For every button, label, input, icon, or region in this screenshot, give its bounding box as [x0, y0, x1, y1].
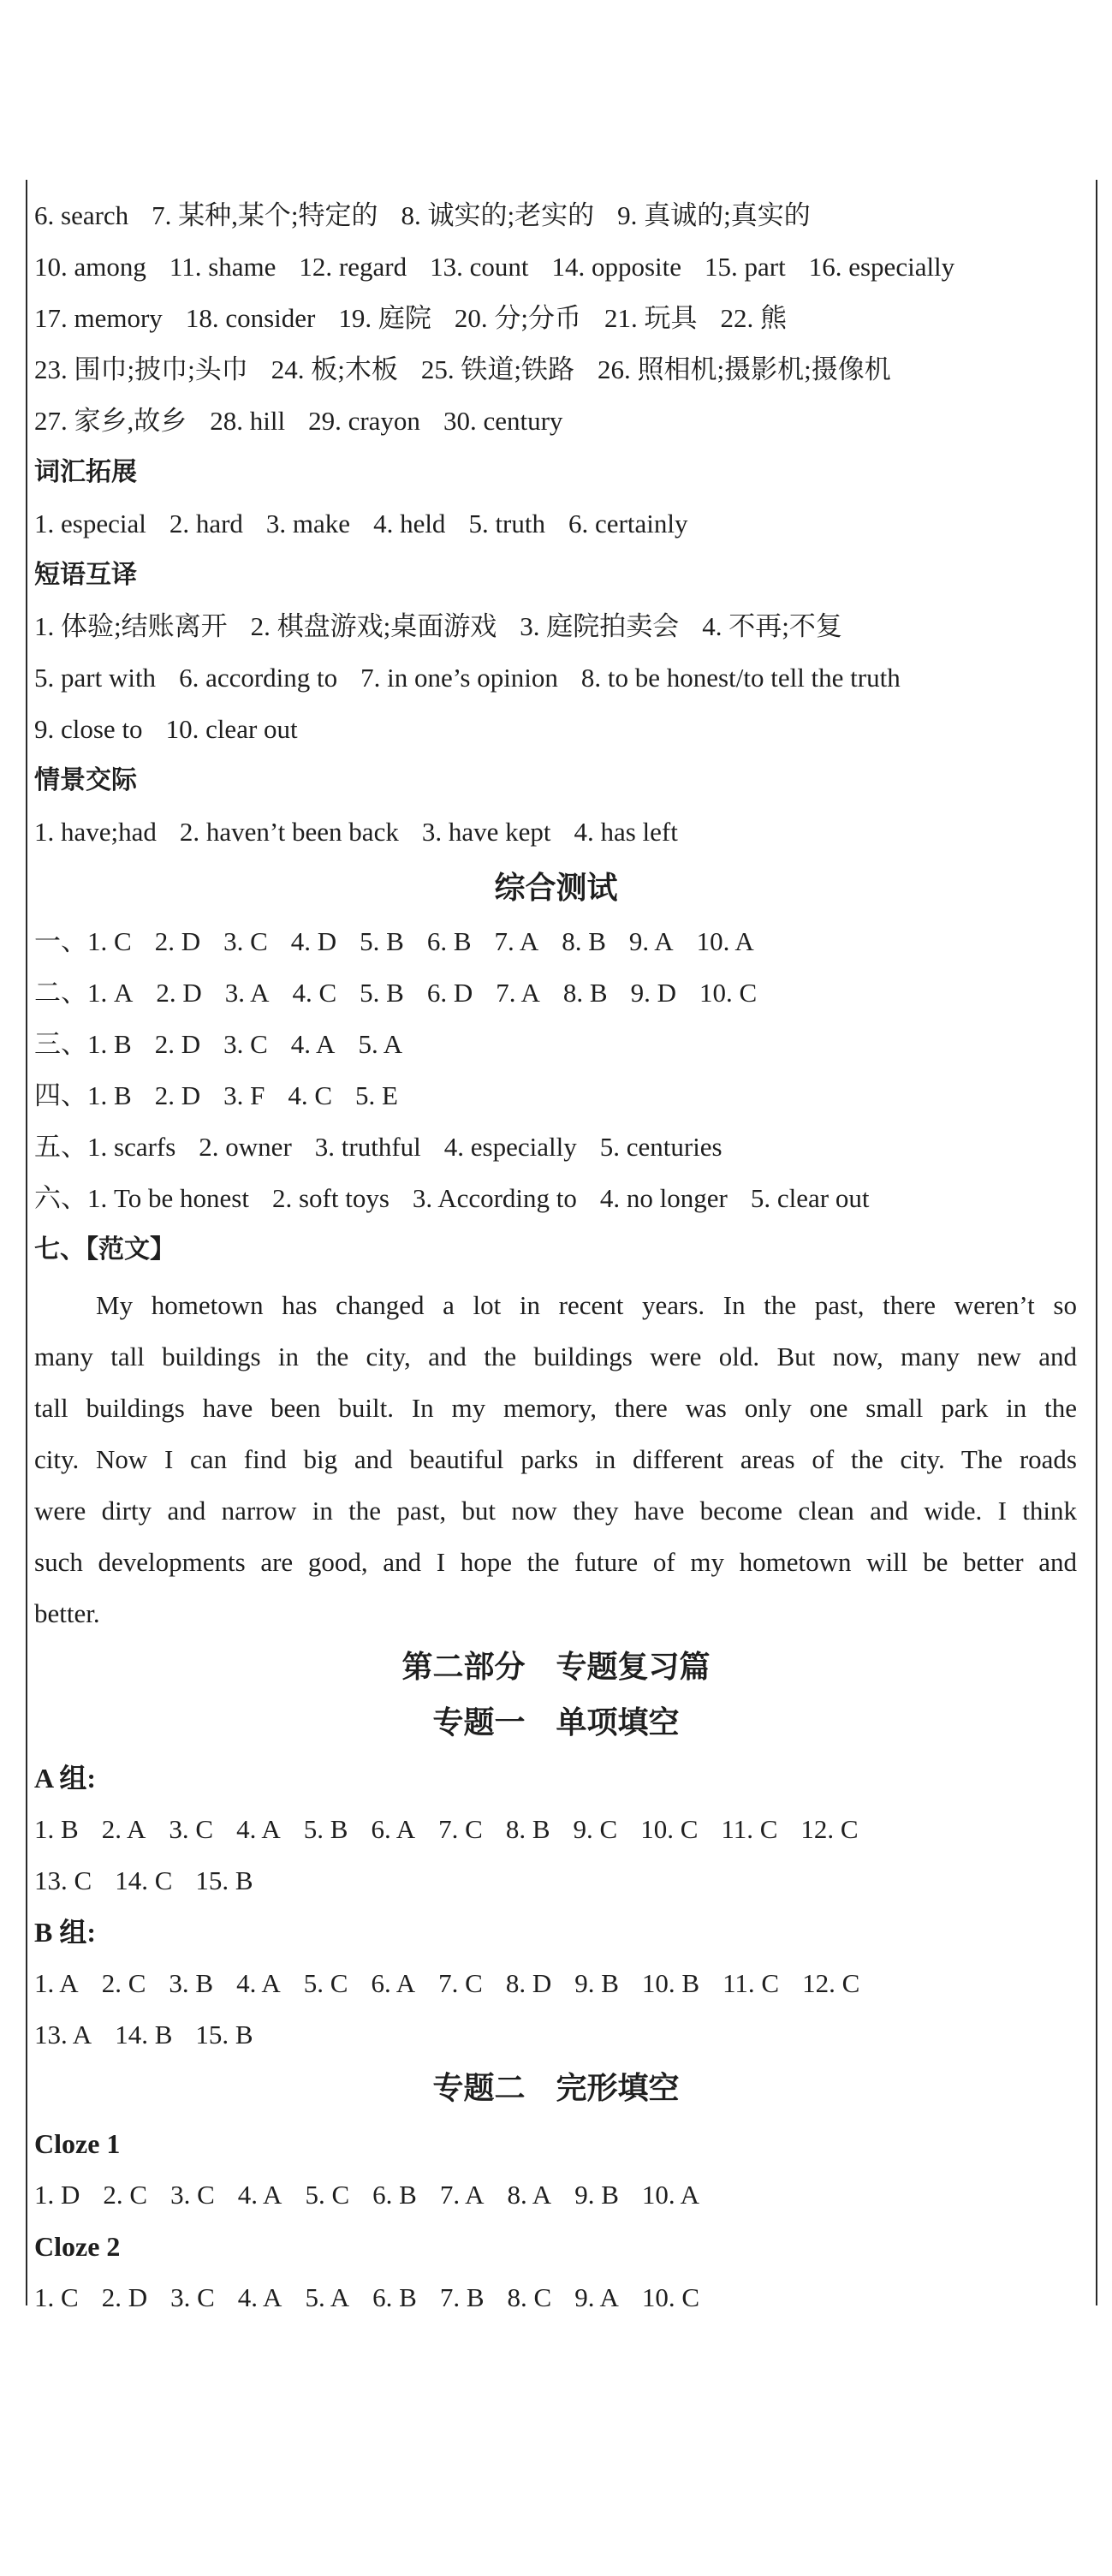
group-b-line-2: [34, 2018, 1087, 2052]
answer: 4. A: [290, 1029, 336, 1059]
answer: 6. B: [372, 2282, 417, 2312]
answer: 17. memory: [34, 303, 163, 333]
answer: 11. C: [721, 1814, 778, 1844]
answer: 9. C: [573, 1814, 618, 1844]
answer: 8. B: [562, 978, 608, 1008]
answer: 5. A: [358, 1029, 403, 1059]
vocab-line-4: [34, 353, 1087, 387]
answer: 10. among: [34, 252, 146, 282]
answer: 一、1. C: [34, 926, 132, 956]
answer: 五、1. scarfs: [34, 1132, 176, 1162]
answer: 24. 板;木板: [271, 354, 398, 384]
topic1-title: 专题一 单项填空: [432, 1705, 680, 1740]
answer: 22. 熊: [720, 303, 787, 333]
answer: 8. B: [505, 1814, 550, 1844]
answer: 5. centuries: [599, 1132, 723, 1162]
essay-line: My hometown has changed a lot in recent years. In the past, there weren’t so: [96, 1290, 1077, 1320]
vocab-line-5: [34, 404, 1087, 438]
answer: 5. clear out: [750, 1183, 870, 1213]
answer: 1. A: [34, 1968, 79, 1998]
answer: 3. truthful: [314, 1132, 421, 1162]
group-b-label: B 组:: [34, 1917, 97, 1948]
answer: 二、1. A: [34, 978, 134, 1008]
test-title: 综合测试: [494, 871, 618, 906]
answer: 8. B: [562, 926, 606, 956]
answer: 2. A: [101, 1814, 146, 1844]
answer: 3. A: [224, 978, 270, 1008]
answer: 5. C: [305, 2180, 350, 2210]
answer: 12. C: [800, 1814, 859, 1844]
answer: 3. C: [169, 1814, 214, 1844]
answer: 2. haven’t been back: [179, 817, 399, 847]
answer: 5. A: [305, 2282, 350, 2312]
cloze1-label: Cloze 1: [34, 2128, 121, 2159]
answer: 4. D: [290, 926, 337, 956]
cloze2-label: Cloze 2: [34, 2231, 121, 2262]
answer: 10. C: [640, 1814, 699, 1844]
answer: 12. C: [802, 1968, 860, 1998]
communication-line-1: [34, 815, 1087, 849]
answer: 9. D: [630, 978, 676, 1008]
test-line-6: [34, 1181, 1087, 1216]
answer: 4. especially: [443, 1132, 577, 1162]
answer: 7. A: [439, 2180, 485, 2210]
test-line-4: [34, 1079, 1087, 1113]
answer: 10. clear out: [165, 714, 298, 744]
answer: 10. C: [641, 2282, 700, 2312]
answer: 1. C: [34, 2282, 79, 2312]
answer: 6. certainly: [568, 509, 688, 538]
answer: 7. C: [438, 1814, 483, 1844]
answer: 13. C: [34, 1865, 92, 1895]
answer: 14. opposite: [551, 252, 682, 282]
answer: 27. 家乡,故乡: [34, 406, 187, 436]
answer: 10. A: [641, 2180, 700, 2210]
answer: 8. to be honest/to tell the truth: [580, 663, 901, 693]
phrases-line-1: [34, 610, 1087, 644]
answer: 2. 棋盘游戏;桌面游戏: [250, 611, 497, 641]
answer: 4. 不再;不复: [702, 611, 842, 641]
answer: 1. B: [34, 1814, 79, 1844]
answer: 4. A: [237, 2282, 282, 2312]
answer: 四、1. B: [34, 1080, 132, 1110]
answer: 7. A: [494, 926, 539, 956]
answer: 2. D: [101, 2282, 148, 2312]
essay-line: tall buildings have been built. In my memory, there was only one small park in the: [34, 1393, 1077, 1423]
test-line-1: [34, 925, 1087, 959]
section-heading-communication: 情景交际: [34, 765, 137, 795]
answer: 29. crayon: [308, 406, 420, 436]
answer: 30. century: [443, 406, 563, 436]
answer: 5. B: [360, 926, 404, 956]
answer: 2. D: [154, 1029, 201, 1059]
part-two-title: 第二部分 专题复习篇: [401, 1650, 711, 1685]
answer: 1. especial: [34, 509, 146, 538]
vocab-line-1: [34, 199, 1087, 233]
answer: 7. 某种,某个;特定的: [152, 200, 378, 230]
answer: 3. C: [170, 2282, 215, 2312]
vocab-line-2: [34, 250, 1087, 284]
topic2-title: 专题二 完形填空: [432, 2071, 680, 2106]
answer: 6. search: [34, 200, 129, 230]
answer: 5. truth: [468, 509, 545, 538]
essay-line: many tall buildings in the city, and the buildings were old. But now, many new and: [34, 1342, 1077, 1371]
vocab-line-3: [34, 301, 1087, 336]
answer: 4. A: [236, 1968, 281, 1998]
group-a-label: A 组:: [34, 1763, 97, 1794]
answer: 6. according to: [179, 663, 338, 693]
answer: 4. held: [373, 509, 446, 538]
answer: 26. 照相机;摄影机;摄像机: [597, 354, 891, 384]
answer: 9. A: [574, 2282, 619, 2312]
section-heading-expansion: 词汇拓展: [34, 457, 137, 487]
answer: 9. B: [574, 2180, 619, 2210]
essay-line: city. Now I can find big and beautiful parks in different areas of the city. The roads: [34, 1444, 1077, 1474]
answer: 8. D: [505, 1968, 552, 1998]
answer: 6. D: [426, 978, 473, 1008]
answer: 5. E: [355, 1080, 398, 1110]
test-line-3: [34, 1027, 1087, 1062]
answer: 6. A: [371, 1968, 416, 1998]
group-a-line-2: [34, 1864, 1087, 1898]
essay-line: better.: [34, 1598, 100, 1628]
answer: 2. hard: [169, 509, 243, 538]
answer: 9. B: [574, 1968, 619, 1998]
cloze2-line-1: [34, 2281, 1087, 2315]
answer: 5. B: [360, 978, 404, 1008]
answer: 19. 庭院: [338, 303, 431, 333]
answer: 六、1. To be honest: [34, 1183, 249, 1213]
group-b-line-1: [34, 1966, 1087, 2001]
answer: 25. 铁道;铁路: [420, 354, 574, 384]
answer: 8. 诚实的;老实的: [401, 200, 595, 230]
answer: 3. According to: [412, 1183, 577, 1213]
answer: 3. C: [223, 1029, 268, 1059]
answer: 4. A: [237, 2180, 282, 2210]
answer: 6. B: [372, 2180, 417, 2210]
answer: 10. A: [696, 926, 754, 956]
cloze1-line-1: [34, 2178, 1087, 2212]
answer: 23. 围巾;披巾;头巾: [34, 354, 248, 384]
answer: 5. B: [303, 1814, 348, 1844]
answer: 16. especially: [808, 252, 955, 282]
answer: 15. B: [195, 2020, 253, 2049]
answer: 3. C: [170, 2180, 215, 2210]
answer: 3. 庭院拍卖会: [520, 611, 680, 641]
answer: 5. C: [303, 1968, 348, 1998]
answer: 13. A: [34, 2020, 92, 2049]
test-line-2: [34, 976, 1087, 1010]
answer: 2. owner: [199, 1132, 292, 1162]
answer: 3. have kept: [421, 817, 551, 847]
answer: 18. consider: [185, 303, 316, 333]
answer: 1. 体验;结账离开: [34, 611, 228, 641]
answer: 14. B: [115, 2020, 173, 2049]
answer: 12. regard: [299, 252, 407, 282]
answer: 2. D: [154, 1080, 201, 1110]
answer: 10. C: [699, 978, 758, 1008]
answer: 14. C: [115, 1865, 173, 1895]
answer: 13. count: [430, 252, 529, 282]
answer: 9. 真诚的;真实的: [617, 200, 811, 230]
essay-line: such developments are good, and I hope the future of my hometown will be better and: [34, 1547, 1077, 1577]
answer: 21. 玩具: [604, 303, 698, 333]
answer: 9. A: [628, 926, 674, 956]
answer: 4. has left: [574, 817, 678, 847]
answer: 4. no longer: [599, 1183, 728, 1213]
essay-heading: 七、【范文】: [34, 1234, 175, 1264]
answer: 15. part: [705, 252, 786, 282]
answer: 3. B: [169, 1968, 214, 1998]
answer: 4. C: [292, 978, 337, 1008]
phrases-line-3: [34, 712, 1087, 747]
answer: 11. C: [723, 1968, 780, 1998]
answer: 5. part with: [34, 663, 157, 693]
answer: 8. C: [507, 2282, 552, 2312]
answer: 3. C: [223, 926, 268, 956]
answer: 三、1. B: [34, 1029, 132, 1059]
answer: 10. B: [641, 1968, 700, 1998]
answer: 1. have;had: [34, 817, 157, 847]
answer: 1. D: [34, 2180, 80, 2210]
expansion-line-1: [34, 507, 1087, 541]
answer: 4. C: [288, 1080, 333, 1110]
answer: 6. A: [371, 1814, 416, 1844]
phrases-line-2: [34, 661, 1087, 695]
section-heading-phrases: 短语互译: [34, 560, 137, 590]
answer: 9. close to: [34, 714, 143, 744]
answer: 11. shame: [169, 252, 277, 282]
answer: 3. F: [223, 1080, 265, 1110]
answer: 28. hill: [210, 406, 286, 436]
answer: 20. 分;分币: [454, 303, 581, 333]
answer: 4. A: [236, 1814, 281, 1844]
answer: 7. in one’s opinion: [360, 663, 558, 693]
answer: 7. B: [439, 2282, 485, 2312]
answer: 2. D: [156, 978, 202, 1008]
answer: 7. C: [438, 1968, 483, 1998]
answer: 3. make: [265, 509, 351, 538]
answer: 7. A: [496, 978, 540, 1008]
group-a-line-1: [34, 1812, 1087, 1847]
answer: 6. B: [426, 926, 472, 956]
answer: 2. C: [103, 2180, 148, 2210]
answer: 2. soft toys: [271, 1183, 389, 1213]
answer: 2. C: [101, 1968, 146, 1998]
answer: 8. A: [507, 2180, 552, 2210]
answer: 2. D: [154, 926, 201, 956]
test-line-5: [34, 1130, 1087, 1164]
essay-line: were dirty and narrow in the past, but now they have become clean and wide. I think: [34, 1496, 1077, 1526]
answer: 15. B: [195, 1865, 253, 1895]
